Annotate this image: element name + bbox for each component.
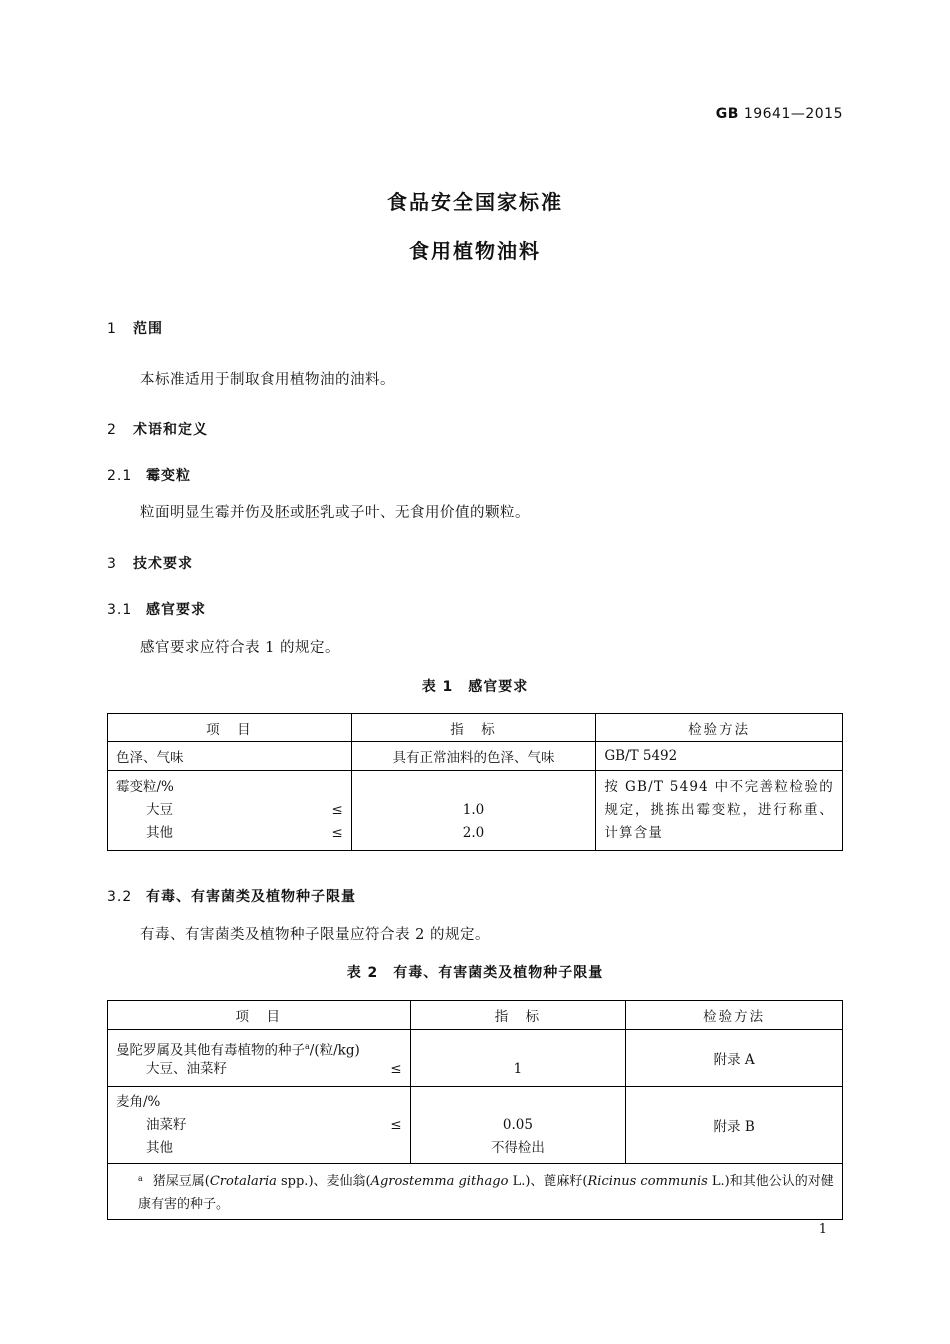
page-number: 1 (818, 1222, 827, 1237)
section-title: 有毒、有害菌类及植物种子限量 (146, 889, 356, 905)
table-2-caption: 表 2 有毒、有害菌类及植物种子限量 (346, 965, 604, 981)
method-cell: 按 GB/T 5494 中不完善粒检验的规定，挑拣出霉变粒，进行称重、计算含量 (596, 771, 843, 851)
section-number: 3 (107, 556, 117, 572)
method-cell: GB/T 5492 (596, 742, 843, 771)
section-number: 3.1 (107, 602, 133, 618)
leq-symbol: ≤ (331, 802, 343, 818)
table-row (108, 1087, 843, 1164)
sub-item (116, 1137, 402, 1160)
sub-item (116, 1114, 402, 1137)
standard-prefix: GB (715, 106, 739, 122)
standard-code: 19641—2015 (743, 106, 843, 122)
item-label-unit: /(粒/kg) (309, 1042, 360, 1059)
section-title: 范围 (133, 321, 163, 337)
table-header-row (108, 714, 843, 742)
table-footnote (108, 1164, 843, 1220)
table-row (108, 771, 843, 851)
item-label: 霉变粒/% (116, 779, 174, 795)
section-1-heading (107, 318, 163, 338)
item-label-text: 曼陀罗属及其他有毒植物的种子 (116, 1042, 305, 1059)
value: 1 (513, 1061, 523, 1077)
leq-symbol: ≤ (331, 825, 343, 841)
standard-number (716, 106, 843, 122)
species-name: Crotalaria (209, 1174, 277, 1189)
column-header-item: 项 目 (108, 714, 352, 742)
value: 0.05 (502, 1116, 533, 1133)
item-cell (108, 1087, 411, 1164)
column-header-method: 检验方法 (596, 714, 843, 742)
footnote-text: L.)、蓖麻籽( (508, 1174, 588, 1189)
value: 1.0 (462, 802, 485, 818)
sub-item (116, 822, 343, 845)
document-title: 食品安全国家标准 (387, 190, 563, 214)
species-name: Agrostemma githago (370, 1174, 509, 1189)
leq-symbol: ≤ (390, 1061, 402, 1077)
section-1-text: 本标准适用于制取食用植物油的油料。 (140, 372, 395, 388)
column-header-value: 指 标 (351, 714, 596, 742)
sub-item (116, 799, 343, 822)
item-cell (108, 771, 352, 851)
section-title: 感官要求 (146, 602, 206, 618)
document-subtitle: 食用植物油料 (409, 239, 541, 263)
section-3-2-text: 有毒、有害菌类及植物种子限量应符合表 2 的规定。 (140, 927, 490, 943)
value-cell: 具有正常油料的色泽、气味 (351, 742, 596, 771)
sub-item (116, 1058, 402, 1081)
method-cell: 附录 B (626, 1087, 843, 1164)
section-number: 3.2 (107, 889, 133, 905)
section-title: 术语和定义 (133, 422, 208, 438)
section-2-heading (107, 419, 208, 439)
section-2-1-heading (107, 465, 191, 485)
column-header-value: 指 标 (410, 1001, 626, 1030)
section-number: 2 (107, 422, 117, 438)
sub-item-label: 油菜籽 (146, 1116, 187, 1133)
value-cell (351, 771, 596, 851)
leq-symbol: ≤ (390, 1116, 402, 1133)
item-cell: 色泽、气味 (108, 742, 352, 771)
section-3-2-heading (107, 886, 356, 906)
table-1-caption: 表 1 感官要求 (421, 679, 529, 695)
item-cell (108, 1030, 411, 1087)
table-row (108, 742, 843, 771)
section-3-1-heading (107, 599, 206, 619)
footnote-ref: a (305, 1042, 310, 1051)
value-cell (410, 1030, 626, 1087)
sub-item-label: 其他 (146, 825, 173, 841)
value-cell (410, 1087, 626, 1164)
sub-item-label: 其他 (146, 1139, 173, 1156)
footnote-mark: a (138, 1174, 143, 1183)
footnote-text: L.)和其他公认的对健康有害的种子。 (138, 1174, 834, 1212)
section-number: 2.1 (107, 468, 133, 484)
value: 2.0 (462, 825, 485, 841)
section-number: 1 (107, 321, 117, 337)
table-footnote-row (108, 1164, 843, 1220)
value: 不得检出 (490, 1139, 545, 1156)
species-name: Ricinus communis (587, 1174, 708, 1189)
table-header-row (108, 1001, 843, 1030)
column-header-method: 检验方法 (626, 1001, 843, 1030)
table-row (108, 1030, 843, 1087)
section-3-heading (107, 553, 193, 573)
section-title: 霉变粒 (146, 468, 191, 484)
table-1 (107, 713, 843, 851)
item-label (116, 1035, 402, 1058)
table-2 (107, 1000, 843, 1220)
footnote-text: 猪屎豆属( (152, 1174, 210, 1189)
column-header-item: 项 目 (108, 1001, 411, 1030)
footnote-text: spp.)、麦仙翁( (276, 1174, 371, 1189)
section-3-1-text: 感官要求应符合表 1 的规定。 (140, 640, 340, 656)
section-title: 技术要求 (133, 556, 193, 572)
sub-item-label: 大豆 (146, 802, 173, 818)
method-cell: 附录 A (626, 1030, 843, 1087)
sub-item-label: 大豆、油菜籽 (146, 1061, 227, 1077)
section-2-1-text: 粒面明显生霉并伤及胚或胚乳或子叶、无食用价值的颗粒。 (140, 505, 530, 521)
item-label: 麦角/% (116, 1093, 161, 1110)
